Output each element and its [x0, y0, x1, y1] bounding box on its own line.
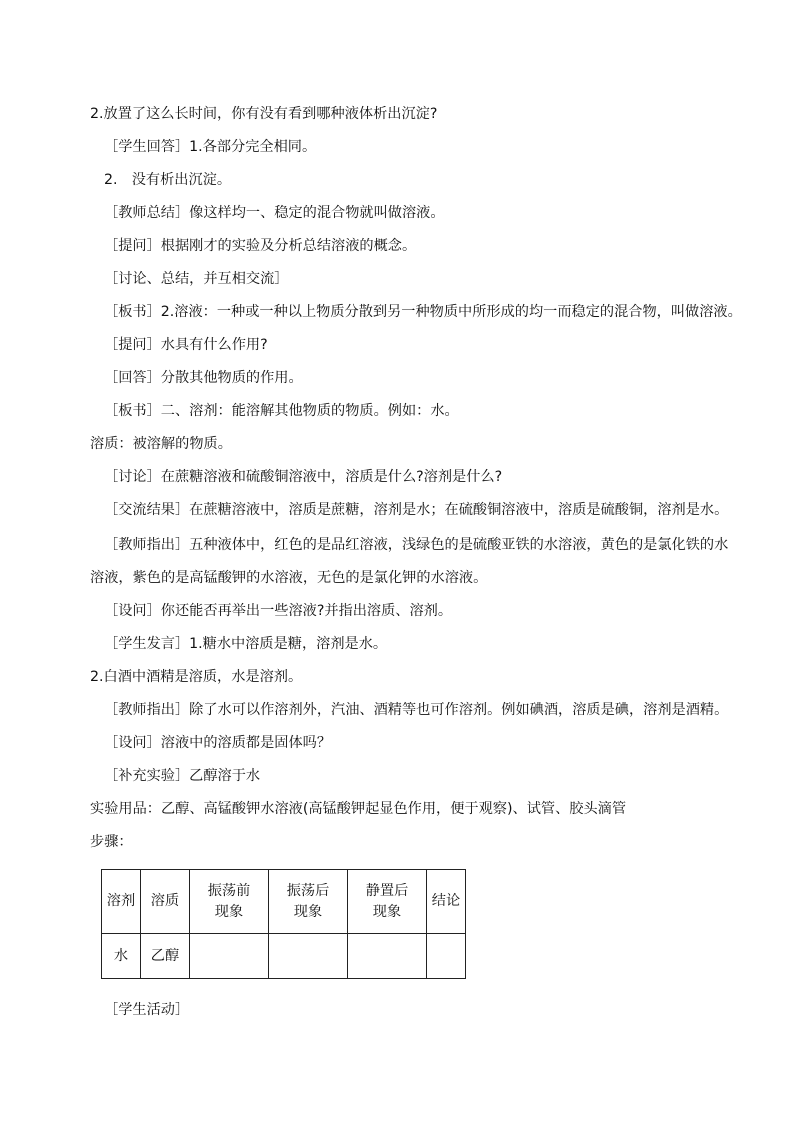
header-text: 振荡前 [207, 882, 251, 899]
header-text: 溶质 [150, 893, 180, 909]
question-line-2: 2.放置了这么长时间，你有没有看到哪种液体析出沉淀? [90, 106, 438, 122]
table-header-cell [269, 870, 348, 934]
discussion-solute-line: ［讨论］在蔗糖溶液和硫酸铜溶液中，溶质是什么?溶剂是什么? [104, 469, 503, 485]
discussion-line: ［讨论、总结，并互相交流］ [104, 271, 289, 287]
header-text: 振荡后 [286, 882, 330, 899]
table-header-cell [141, 870, 190, 934]
student-speech-line: ［学生发言］1.糖水中溶质是糖，溶剂是水。 [104, 636, 388, 652]
exchange-result-line: ［交流结果］在蔗糖溶液中，溶质是蔗糖，溶剂是水；在硫酸铜溶液中，溶质是硫酸铜，溶剂是水。 [104, 502, 729, 518]
question-water-line: ［提问］水具有什么作用? [104, 337, 268, 353]
materials-line: 实验用品：乙醇、高锰酸钾水溶液(高锰酸钾起显色作用，便于观察)、试管、胶头滴管 [90, 801, 627, 817]
header-text: 现象 [372, 903, 402, 920]
extra-experiment-line: ［补充实验］乙醇溶于水 [104, 768, 261, 784]
teacher-point-line-2: 溶液，紫色的是高锰酸钾的水溶液，无色的是氯化钾的水溶液。 [90, 570, 488, 586]
student-activity-line: ［学生活动］ [104, 1002, 190, 1018]
student-answer-line: ［学生回答］1.各部分完全相同。 [104, 139, 317, 155]
board-solution-line: ［板书］2.溶液：一种或一种以上物质分散到另一种物质中所形成的均一而稳定的混合物，叫做溶液。 [104, 304, 742, 320]
student-speech-line-2: 2.白酒中酒精是溶质，水是溶剂。 [90, 669, 303, 685]
question-concept-line: ［提问］根据刚才的实验及分析总结溶液的概念。 [104, 238, 417, 254]
header-text: 现象 [214, 903, 244, 920]
table-header-cell [190, 870, 269, 934]
teacher-summary-line: ［教师总结］像这样均一、稳定的混合物就叫做溶液。 [104, 205, 445, 221]
table-cell: 乙醇 [141, 934, 190, 979]
steps-label: 步骤： [90, 834, 133, 850]
answer-water-line: ［回答］分散其他物质的作用。 [104, 370, 303, 386]
header-text: 现象 [293, 903, 323, 920]
experiment-table [101, 869, 466, 979]
table-cell [427, 934, 466, 979]
board-solvent-line: ［板书］二、溶剂：能溶解其他物质的物质。例如：水。 [104, 403, 459, 419]
answer-line-2: 2. 没有析出沉淀。 [104, 172, 232, 188]
table-header-cell [427, 870, 466, 934]
question-examples-line: ［设问］你还能否再举出一些溶液?并指出溶质、溶剂。 [104, 603, 453, 619]
table-cell [348, 934, 427, 979]
table-cell [190, 934, 269, 979]
header-text: 静置后 [365, 882, 409, 899]
solute-definition-line: 溶质：被溶解的物质。 [90, 436, 232, 452]
table-row [102, 934, 466, 979]
question-solid-line: ［设问］溶液中的溶质都是固体吗？ [104, 735, 332, 751]
table-cell: 水 [102, 934, 141, 979]
teacher-solvents-line: ［教师指出］除了水可以作溶剂外，汽油、酒精等也可作溶剂。例如碘酒，溶质是碘，溶剂是酒精。 [104, 702, 729, 718]
table-cell [269, 934, 348, 979]
table-header-row [102, 870, 466, 934]
header-text: 结论 [431, 893, 461, 909]
teacher-point-line-1: ［教师指出］五种液体中，红色的是品红溶液，浅绿色的是硫酸亚铁的水溶液，黄色的是氯化铁的水 [104, 537, 729, 553]
table-header-cell [348, 870, 427, 934]
header-text: 溶剂 [106, 893, 136, 909]
table-header-cell [102, 870, 141, 934]
